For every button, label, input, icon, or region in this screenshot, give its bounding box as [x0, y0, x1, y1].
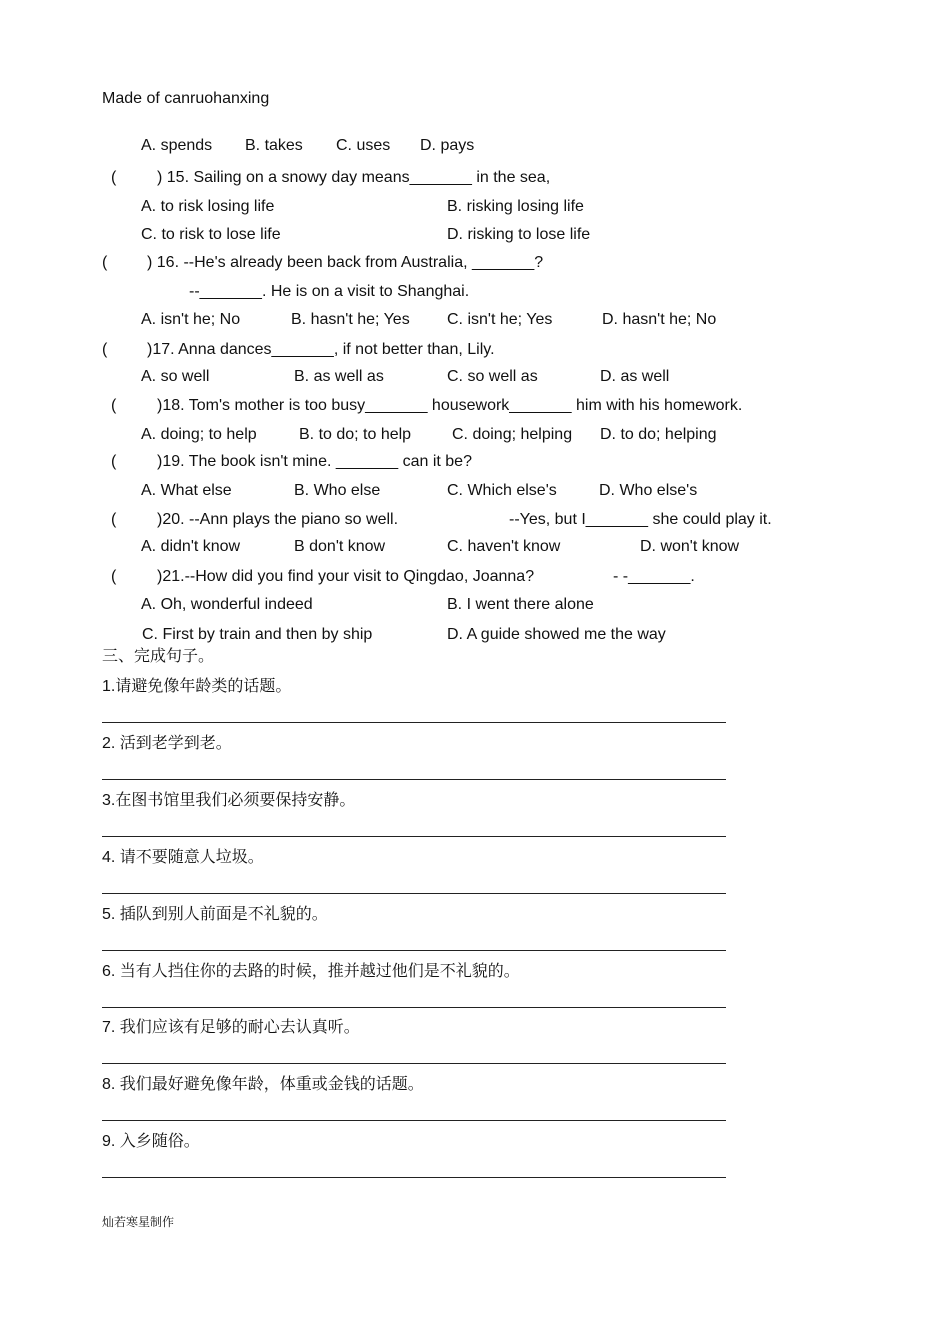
- q15-option-d: D. risking to lose life: [447, 226, 591, 243]
- q16-option-d: D. hasn't he; No: [602, 311, 717, 328]
- q20-option-d: D. won't know: [640, 538, 740, 555]
- q18-option-b: B. to do; to help: [299, 426, 412, 443]
- q19-option-a: A. What else: [141, 482, 232, 499]
- sentence-prompt-9: 9. 入乡随俗。: [102, 1133, 200, 1150]
- sentence-prompt-7: 7. 我们应该有足够的耐心去认真听。: [102, 1019, 360, 1036]
- q16-paren: (: [102, 254, 108, 271]
- q15-option-a: A. to risk losing life: [141, 198, 275, 215]
- q21-stem: )21.--How did you find your visit to Qingdao, Joanna?: [157, 568, 535, 585]
- q14-option-b: B. takes: [245, 137, 303, 154]
- q15-option-b: B. risking losing life: [447, 198, 584, 215]
- sentence-prompt-2: 2. 活到老学到老。: [102, 735, 232, 752]
- q15-paren: (: [111, 169, 117, 186]
- answer-line-1[interactable]: [102, 722, 726, 723]
- q20-option-a: A. didn't know: [141, 538, 241, 555]
- q21-option-b: B. I went there alone: [447, 596, 594, 613]
- q19-stem: )19. The book isn't mine. _______ can it be?: [157, 453, 472, 470]
- answer-line-6[interactable]: [102, 1007, 726, 1008]
- q17-option-c: C. so well as: [447, 368, 538, 385]
- q18-stem: )18. Tom's mother is too busy_______ housework_______ him with his homework.: [157, 397, 743, 414]
- answer-line-4[interactable]: [102, 893, 726, 894]
- q20-option-b: B don't know: [294, 538, 386, 555]
- answer-line-3[interactable]: [102, 836, 726, 837]
- sentence-prompt-3: 3.在图书馆里我们必须要保持安静。: [102, 792, 356, 809]
- q21-option-d: D. A guide showed me the way: [447, 626, 666, 643]
- sentence-prompt-6: 6. 当有人挡住你的去路的时候，推并越过他们是不礼貌的。: [102, 963, 520, 980]
- q15-option-c: C. to risk to lose life: [141, 226, 281, 243]
- q14-option-c: C. uses: [336, 137, 391, 154]
- sentence-prompt-5: 5. 插队到别人前面是不礼貌的。: [102, 906, 328, 923]
- q21-paren: (: [111, 568, 117, 585]
- q19-option-d: D. Who else's: [599, 482, 698, 499]
- q16-option-c: C. isn't he; Yes: [447, 311, 553, 328]
- q15-stem: ) 15. Sailing on a snowy day means_______ in the sea,: [157, 169, 551, 186]
- answer-line-7[interactable]: [102, 1063, 726, 1064]
- sentence-prompt-8: 8. 我们最好避免像年龄，体重或金钱的话题。: [102, 1076, 424, 1093]
- q21-reply: - -_______.: [613, 568, 695, 585]
- section-title: 三、完成句子。: [102, 648, 215, 665]
- sentence-prompt-4: 4. 请不要随意人垃圾。: [102, 849, 264, 866]
- q20-paren: (: [111, 511, 117, 528]
- q16-reply: --_______. He is on a visit to Shanghai.: [189, 283, 470, 300]
- q18-option-c: C. doing; helping: [452, 426, 573, 443]
- answer-line-8[interactable]: [102, 1120, 726, 1121]
- q21-option-c: C. First by train and then by ship: [142, 626, 373, 643]
- q19-option-b: B. Who else: [294, 482, 381, 499]
- q14-option-a: A. spends: [141, 137, 213, 154]
- answer-line-9[interactable]: [102, 1177, 726, 1178]
- q19-option-c: C. Which else's: [447, 482, 557, 499]
- page-footer: 灿若寒星制作: [102, 1215, 175, 1229]
- q16-stem: ) 16. --He's already been back from Australia, _______?: [147, 254, 544, 271]
- q19-paren: (: [111, 453, 117, 470]
- q17-stem: )17. Anna dances_______, if not better than, Lily.: [147, 341, 495, 358]
- q18-option-d: D. to do; helping: [600, 426, 717, 443]
- q17-option-d: D. as well: [600, 368, 670, 385]
- page-header: Made of canruohanxing: [102, 90, 270, 107]
- q20-option-c: C. haven't know: [447, 538, 561, 555]
- q20-stem: )20. --Ann plays the piano so well.: [157, 511, 399, 528]
- q18-paren: (: [111, 397, 117, 414]
- q16-option-a: A. isn't he; No: [141, 311, 241, 328]
- answer-line-5[interactable]: [102, 950, 726, 951]
- q14-option-d: D. pays: [420, 137, 475, 154]
- q17-option-a: A. so well: [141, 368, 210, 385]
- q21-option-a: A. Oh, wonderful indeed: [141, 596, 313, 613]
- q18-option-a: A. doing; to help: [141, 426, 257, 443]
- q16-option-b: B. hasn't he; Yes: [291, 311, 410, 328]
- answer-line-2[interactable]: [102, 779, 726, 780]
- q20-reply: --Yes, but I_______ she could play it.: [509, 511, 772, 528]
- q17-option-b: B. as well as: [294, 368, 384, 385]
- q17-paren: (: [102, 341, 108, 358]
- sentence-prompt-1: 1.请避免像年龄类的话题。: [102, 678, 292, 695]
